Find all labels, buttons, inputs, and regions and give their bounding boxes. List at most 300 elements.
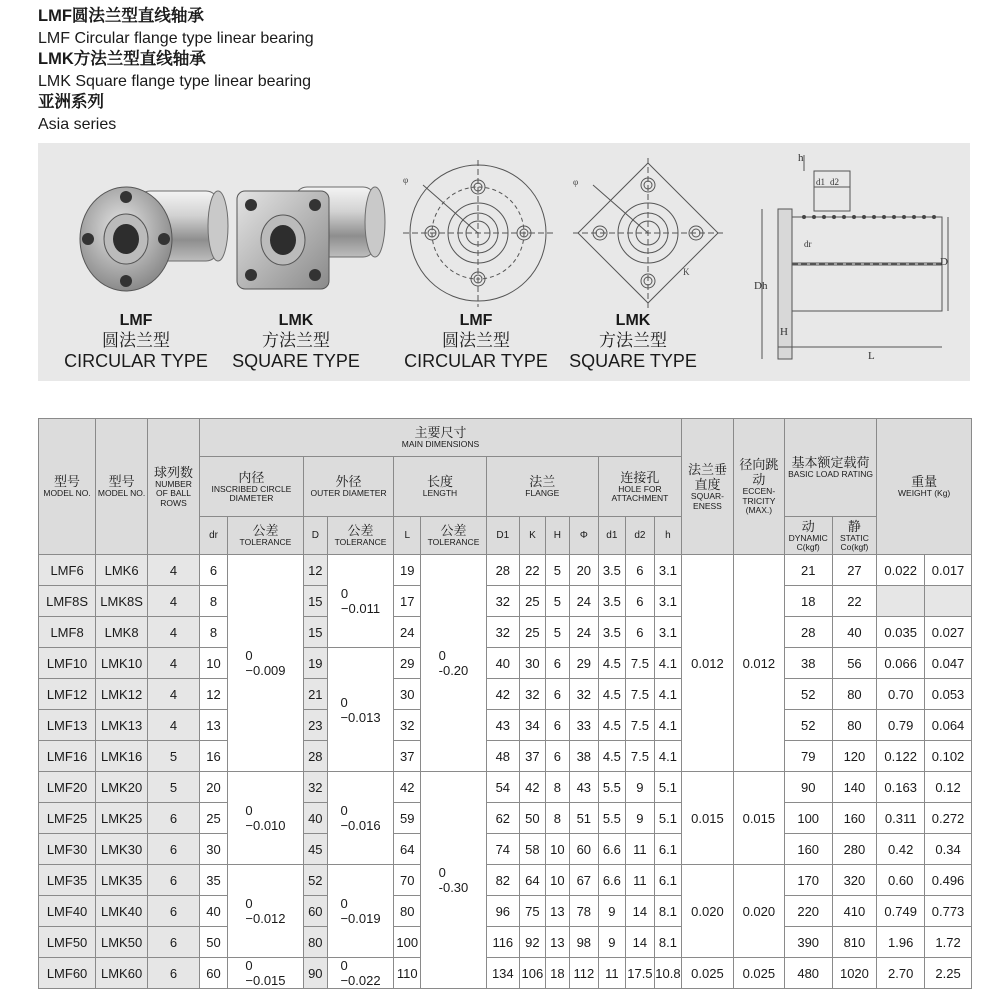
cell-static: 56 [832,648,877,679]
cell-d1: 6.6 [598,865,625,896]
cell-d2: 14 [625,927,654,958]
cell-K: 25 [519,586,545,617]
cell-phi: 24 [569,586,598,617]
cell-D: 90 [303,958,327,989]
cell-h: 3.1 [654,555,681,586]
header-eccentricity: 径向跳动 ECCEN-TRICITY (MAX.) [733,419,784,555]
table-row [39,648,972,679]
cell-dr: 13 [200,710,228,741]
cell-lmf: LMF35 [39,865,96,896]
title-series-en: Asia series [38,115,117,133]
label-L: L [868,350,875,362]
header-holes: 连接孔 HOLE FOR ATTACHMENT [598,457,681,517]
cell-weight-lmk: 0.064 [925,710,972,741]
cell-weight-lmk [925,586,972,617]
cell-dynamic: 38 [784,648,832,679]
cell-L: 64 [394,834,421,865]
cell-weight-lmk: 1.72 [925,927,972,958]
cell-d2: 11 [625,834,654,865]
cell-static: 160 [832,803,877,834]
table-row [39,958,972,989]
cell-lmf: LMF25 [39,803,96,834]
cell-d2: 11 [625,865,654,896]
table-row [39,865,972,896]
cell-squareness: 0.012 [681,555,733,772]
cell-D: 15 [303,586,327,617]
cell-L: 19 [394,555,421,586]
cell-squareness: 0.025 [681,958,733,989]
cell-L-tol: 0 -0.30 [421,772,486,989]
cell-weight-lmf: 2.70 [877,958,925,989]
cell-weight-lmk: 0.017 [925,555,972,586]
label-Dh: Dh [754,280,768,292]
cell-weight-lmk: 0.027 [925,617,972,648]
product-name: LMF [119,312,153,329]
cell-phi: 60 [569,834,598,865]
cell-d1: 9 [598,896,625,927]
cell-weight-lmf: 0.42 [877,834,925,865]
cell-dr-tol: 0 −0.012 [228,865,304,958]
cell-d1: 4.5 [598,679,625,710]
header-load-rating: 基本额定载荷 BASIC LOAD RATING [784,419,876,517]
cell-d1: 4.5 [598,710,625,741]
cell-dynamic: 52 [784,679,832,710]
cell-lmk: LMK8 [96,617,148,648]
cell-H: 13 [545,927,569,958]
table-row [39,710,972,741]
cell-D1: 32 [486,586,519,617]
cell-lmf: LMF16 [39,741,96,772]
cell-H: 5 [545,586,569,617]
cell-dynamic: 18 [784,586,832,617]
lmf-drawing-phi-label: φ [403,175,409,185]
cell-rows: 4 [148,555,200,586]
cell-L: 100 [394,927,421,958]
cell-h: 4.1 [654,741,681,772]
product-type-en: SQUARE TYPE [569,351,697,371]
cell-K: 64 [519,865,545,896]
cell-static: 1020 [832,958,877,989]
cell-weight-lmk: 0.053 [925,679,972,710]
cell-L: 59 [394,803,421,834]
cell-D: 21 [303,679,327,710]
header-dr-tolerance: 公差 TOLERANCE [228,517,304,555]
label-D: D [940,256,948,268]
cell-L: 110 [394,958,421,989]
cell-D-tol: 0 −0.016 [327,772,393,865]
cell-D1: 54 [486,772,519,803]
cell-phi: 38 [569,741,598,772]
cell-weight-lmf: 0.311 [877,803,925,834]
cell-K: 58 [519,834,545,865]
cell-dr-tol: 0 −0.010 [228,772,304,865]
cell-weight-lmf: 0.022 [877,555,925,586]
cell-lmk: LMK25 [96,803,148,834]
cell-D: 15 [303,617,327,648]
lmf-bearing-photo [68,173,238,308]
header-D1: D1 [486,517,519,555]
cell-K: 30 [519,648,545,679]
header-D-tolerance: 公差 TOLERANCE [327,517,393,555]
cell-rows: 4 [148,710,200,741]
cell-rows: 4 [148,648,200,679]
cell-dynamic: 90 [784,772,832,803]
cell-lmk: LMK20 [96,772,148,803]
cell-h: 4.1 [654,648,681,679]
cell-squareness: 0.020 [681,865,733,958]
cell-phi: 98 [569,927,598,958]
label-d1: d1 [816,177,825,187]
cell-d2: 6 [625,617,654,648]
cell-lmk: LMK30 [96,834,148,865]
cell-dynamic: 170 [784,865,832,896]
cell-weight-lmf: 0.60 [877,865,925,896]
title-lmk-cn: LMK方法兰型直线轴承 [38,50,206,69]
cell-weight-lmf: 0.749 [877,896,925,927]
cell-weight-lmk: 0.272 [925,803,972,834]
product-type-cn: 圆法兰型 [442,331,510,350]
header-d2: d2 [625,517,654,555]
cell-lmk: LMK6 [96,555,148,586]
cell-weight-lmk: 0.047 [925,648,972,679]
cell-D: 12 [303,555,327,586]
cell-rows: 4 [148,586,200,617]
header-d1: d1 [598,517,625,555]
product-panel [38,143,970,381]
cell-d2: 17.5 [625,958,654,989]
cell-L: 32 [394,710,421,741]
cell-lmk: LMK16 [96,741,148,772]
cell-D1: 32 [486,617,519,648]
cell-H: 6 [545,648,569,679]
label-dr: dr [804,239,812,249]
cell-static: 120 [832,741,877,772]
header-model-lmk: 型号 MODEL NO. [96,419,148,555]
cell-K: 34 [519,710,545,741]
cell-weight-lmf: 0.035 [877,617,925,648]
cell-phi: 43 [569,772,598,803]
header-L: L [394,517,421,555]
title-series-cn: 亚洲系列 [38,93,104,112]
header-main-dimensions: 主要尺寸 MAIN DIMENSIONS [200,419,682,457]
cell-L: 29 [394,648,421,679]
header-L-tolerance: 公差 TOLERANCE [421,517,486,555]
lmk-drawing-k-label: K [683,267,690,277]
cell-K: 42 [519,772,545,803]
cell-d2: 6 [625,555,654,586]
cell-lmf: LMF30 [39,834,96,865]
cell-rows: 6 [148,958,200,989]
product-caption-3 [396,311,556,372]
cell-lmf: LMF20 [39,772,96,803]
cell-lmf: LMF12 [39,679,96,710]
cell-weight-lmk: 0.496 [925,865,972,896]
header-outer: 外径 OUTER DIAMETER [303,457,393,517]
cell-h: 4.1 [654,710,681,741]
cell-dr: 12 [200,679,228,710]
product-name: LMF [459,312,493,329]
cell-weight-lmk: 0.34 [925,834,972,865]
cell-weight-lmk: 2.25 [925,958,972,989]
cell-D: 52 [303,865,327,896]
cell-D-tol: 0 −0.013 [327,648,393,772]
cell-L: 42 [394,772,421,803]
cell-d2: 7.5 [625,710,654,741]
cell-dr: 35 [200,865,228,896]
cell-static: 320 [832,865,877,896]
cell-K: 75 [519,896,545,927]
cell-D-tol: 0 −0.022 [327,958,393,989]
cell-L: 37 [394,741,421,772]
cell-L: 17 [394,586,421,617]
cell-rows: 4 [148,679,200,710]
product-name: LMK [278,312,314,329]
table-row [39,617,972,648]
table-row [39,679,972,710]
cell-lmk: LMK50 [96,927,148,958]
cell-dr: 30 [200,834,228,865]
cell-phi: 51 [569,803,598,834]
header-static: 静 STATIC Co(kgf) [832,517,877,555]
spec-table [38,418,972,989]
cell-lmf: LMF6 [39,555,96,586]
side-section-drawing [718,147,958,375]
product-type-en: SQUARE TYPE [232,351,360,371]
cell-weight-lmk: 0.12 [925,772,972,803]
cell-D1: 40 [486,648,519,679]
cell-h: 6.1 [654,834,681,865]
product-type-cn: 方法兰型 [262,331,330,350]
product-name: LMK [615,312,651,329]
cell-lmf: LMF8S [39,586,96,617]
header-phi: Φ [569,517,598,555]
cell-D1: 62 [486,803,519,834]
cell-d2: 7.5 [625,648,654,679]
cell-lmf: LMF50 [39,927,96,958]
cell-lmk: LMK13 [96,710,148,741]
cell-lmk: LMK40 [96,896,148,927]
cell-weight-lmf: 1.96 [877,927,925,958]
cell-L-tol: 0 -0.20 [421,555,486,772]
product-type-cn: 方法兰型 [599,331,667,350]
cell-dr-tol: 0 −0.015 [228,958,304,989]
cell-D: 60 [303,896,327,927]
cell-dynamic: 52 [784,710,832,741]
cell-d1: 9 [598,927,625,958]
cell-h: 3.1 [654,617,681,648]
cell-dynamic: 79 [784,741,832,772]
cell-lmk: LMK12 [96,679,148,710]
cell-h: 6.1 [654,865,681,896]
lmf-front-drawing [393,155,563,315]
cell-weight-lmf: 0.70 [877,679,925,710]
cell-weight-lmf [877,586,925,617]
cell-static: 280 [832,834,877,865]
cell-dr: 20 [200,772,228,803]
cell-K: 25 [519,617,545,648]
cell-D1: 134 [486,958,519,989]
cell-K: 32 [519,679,545,710]
table-row [39,803,972,834]
title-lmk-en: LMK Square flange type linear bearing [38,72,312,90]
cell-h: 5.1 [654,772,681,803]
cell-lmf: LMF40 [39,896,96,927]
cell-dr: 10 [200,648,228,679]
title-lmf-en: LMF Circular flange type linear bearing [38,29,314,47]
cell-D1: 43 [486,710,519,741]
cell-h: 4.1 [654,679,681,710]
product-caption-2 [216,311,376,372]
cell-weight-lmf: 0.163 [877,772,925,803]
product-type-en: CIRCULAR TYPE [64,351,208,371]
cell-rows: 5 [148,772,200,803]
cell-lmf: LMF8 [39,617,96,648]
title-lmf-cn: LMF圆法兰型直线轴承 [38,7,204,25]
cell-L: 24 [394,617,421,648]
cell-rows: 6 [148,803,200,834]
product-caption-1 [56,311,216,372]
cell-H: 10 [545,834,569,865]
table-row [39,772,972,803]
cell-d2: 7.5 [625,679,654,710]
cell-dynamic: 220 [784,896,832,927]
cell-dr: 40 [200,896,228,927]
cell-d1: 3.5 [598,586,625,617]
cell-weight-lmk: 0.773 [925,896,972,927]
header-dr: dr [200,517,228,555]
cell-D1: 82 [486,865,519,896]
cell-D: 23 [303,710,327,741]
cell-phi: 29 [569,648,598,679]
header-weight: 重量 WEIGHT (Kg) [877,419,972,555]
cell-K: 22 [519,555,545,586]
cell-phi: 78 [569,896,598,927]
cell-weight-lmk: 0.102 [925,741,972,772]
cell-dynamic: 100 [784,803,832,834]
cell-rows: 6 [148,865,200,896]
lmk-drawing-phi-label: φ [573,177,579,187]
cell-rows: 5 [148,741,200,772]
cell-K: 106 [519,958,545,989]
cell-D: 45 [303,834,327,865]
cell-phi: 33 [569,710,598,741]
cell-dr: 8 [200,586,228,617]
cell-d1: 11 [598,958,625,989]
cell-D1: 116 [486,927,519,958]
label-H: H [780,326,788,338]
cell-static: 22 [832,586,877,617]
cell-h: 8.1 [654,896,681,927]
cell-D: 19 [303,648,327,679]
cell-rows: 4 [148,617,200,648]
lmk-bearing-photo [223,173,393,308]
header-D: D [303,517,327,555]
cell-H: 8 [545,772,569,803]
cell-eccentricity: 0.015 [733,772,784,865]
table-row [39,586,972,617]
cell-lmf: LMF60 [39,958,96,989]
cell-d1: 6.6 [598,834,625,865]
cell-lmf: LMF13 [39,710,96,741]
cell-D-tol: 0 −0.019 [327,865,393,958]
cell-lmk: LMK35 [96,865,148,896]
cell-phi: 24 [569,617,598,648]
header-h: h [654,517,681,555]
table-row [39,834,972,865]
cell-H: 6 [545,710,569,741]
cell-h: 5.1 [654,803,681,834]
cell-rows: 6 [148,896,200,927]
label-h: h [798,152,804,164]
cell-eccentricity: 0.025 [733,958,784,989]
cell-dr: 6 [200,555,228,586]
cell-dynamic: 28 [784,617,832,648]
cell-d1: 4.5 [598,648,625,679]
cell-phi: 67 [569,865,598,896]
cell-lmk: LMK10 [96,648,148,679]
cell-weight-lmf: 0.122 [877,741,925,772]
cell-lmf: LMF10 [39,648,96,679]
cell-K: 50 [519,803,545,834]
cell-K: 37 [519,741,545,772]
cell-dr: 60 [200,958,228,989]
cell-d2: 9 [625,772,654,803]
product-type-en: CIRCULAR TYPE [404,351,548,371]
header-K: K [519,517,545,555]
cell-d1: 5.5 [598,772,625,803]
cell-D1: 42 [486,679,519,710]
cell-phi: 112 [569,958,598,989]
cell-H: 6 [545,679,569,710]
header-squareness: 法兰垂直度 SQUAR-ENESS [681,419,733,555]
table-row [39,896,972,927]
cell-eccentricity: 0.012 [733,555,784,772]
cell-D: 40 [303,803,327,834]
header-flange: 法兰 FLANGE [486,457,598,517]
header-model-lmf: 型号 MODEL NO. [39,419,96,555]
cell-K: 92 [519,927,545,958]
cell-d2: 14 [625,896,654,927]
header-length: 长度 LENGTH [394,457,486,517]
cell-static: 80 [832,679,877,710]
cell-D: 28 [303,741,327,772]
cell-weight-lmf: 0.79 [877,710,925,741]
cell-dynamic: 160 [784,834,832,865]
cell-h: 8.1 [654,927,681,958]
cell-H: 5 [545,555,569,586]
table-row [39,555,972,586]
cell-H: 10 [545,865,569,896]
header-ball-rows: 球列数 NUMBER OF BALL ROWS [148,419,200,555]
cell-L: 80 [394,896,421,927]
cell-D1: 48 [486,741,519,772]
cell-d1: 3.5 [598,555,625,586]
header-H: H [545,517,569,555]
cell-H: 6 [545,741,569,772]
cell-d1: 5.5 [598,803,625,834]
cell-phi: 20 [569,555,598,586]
cell-static: 410 [832,896,877,927]
cell-D1: 28 [486,555,519,586]
cell-d2: 9 [625,803,654,834]
cell-dynamic: 480 [784,958,832,989]
cell-dynamic: 21 [784,555,832,586]
product-caption-4 [553,311,713,372]
cell-L: 30 [394,679,421,710]
cell-weight-lmf: 0.066 [877,648,925,679]
cell-H: 8 [545,803,569,834]
cell-D1: 74 [486,834,519,865]
